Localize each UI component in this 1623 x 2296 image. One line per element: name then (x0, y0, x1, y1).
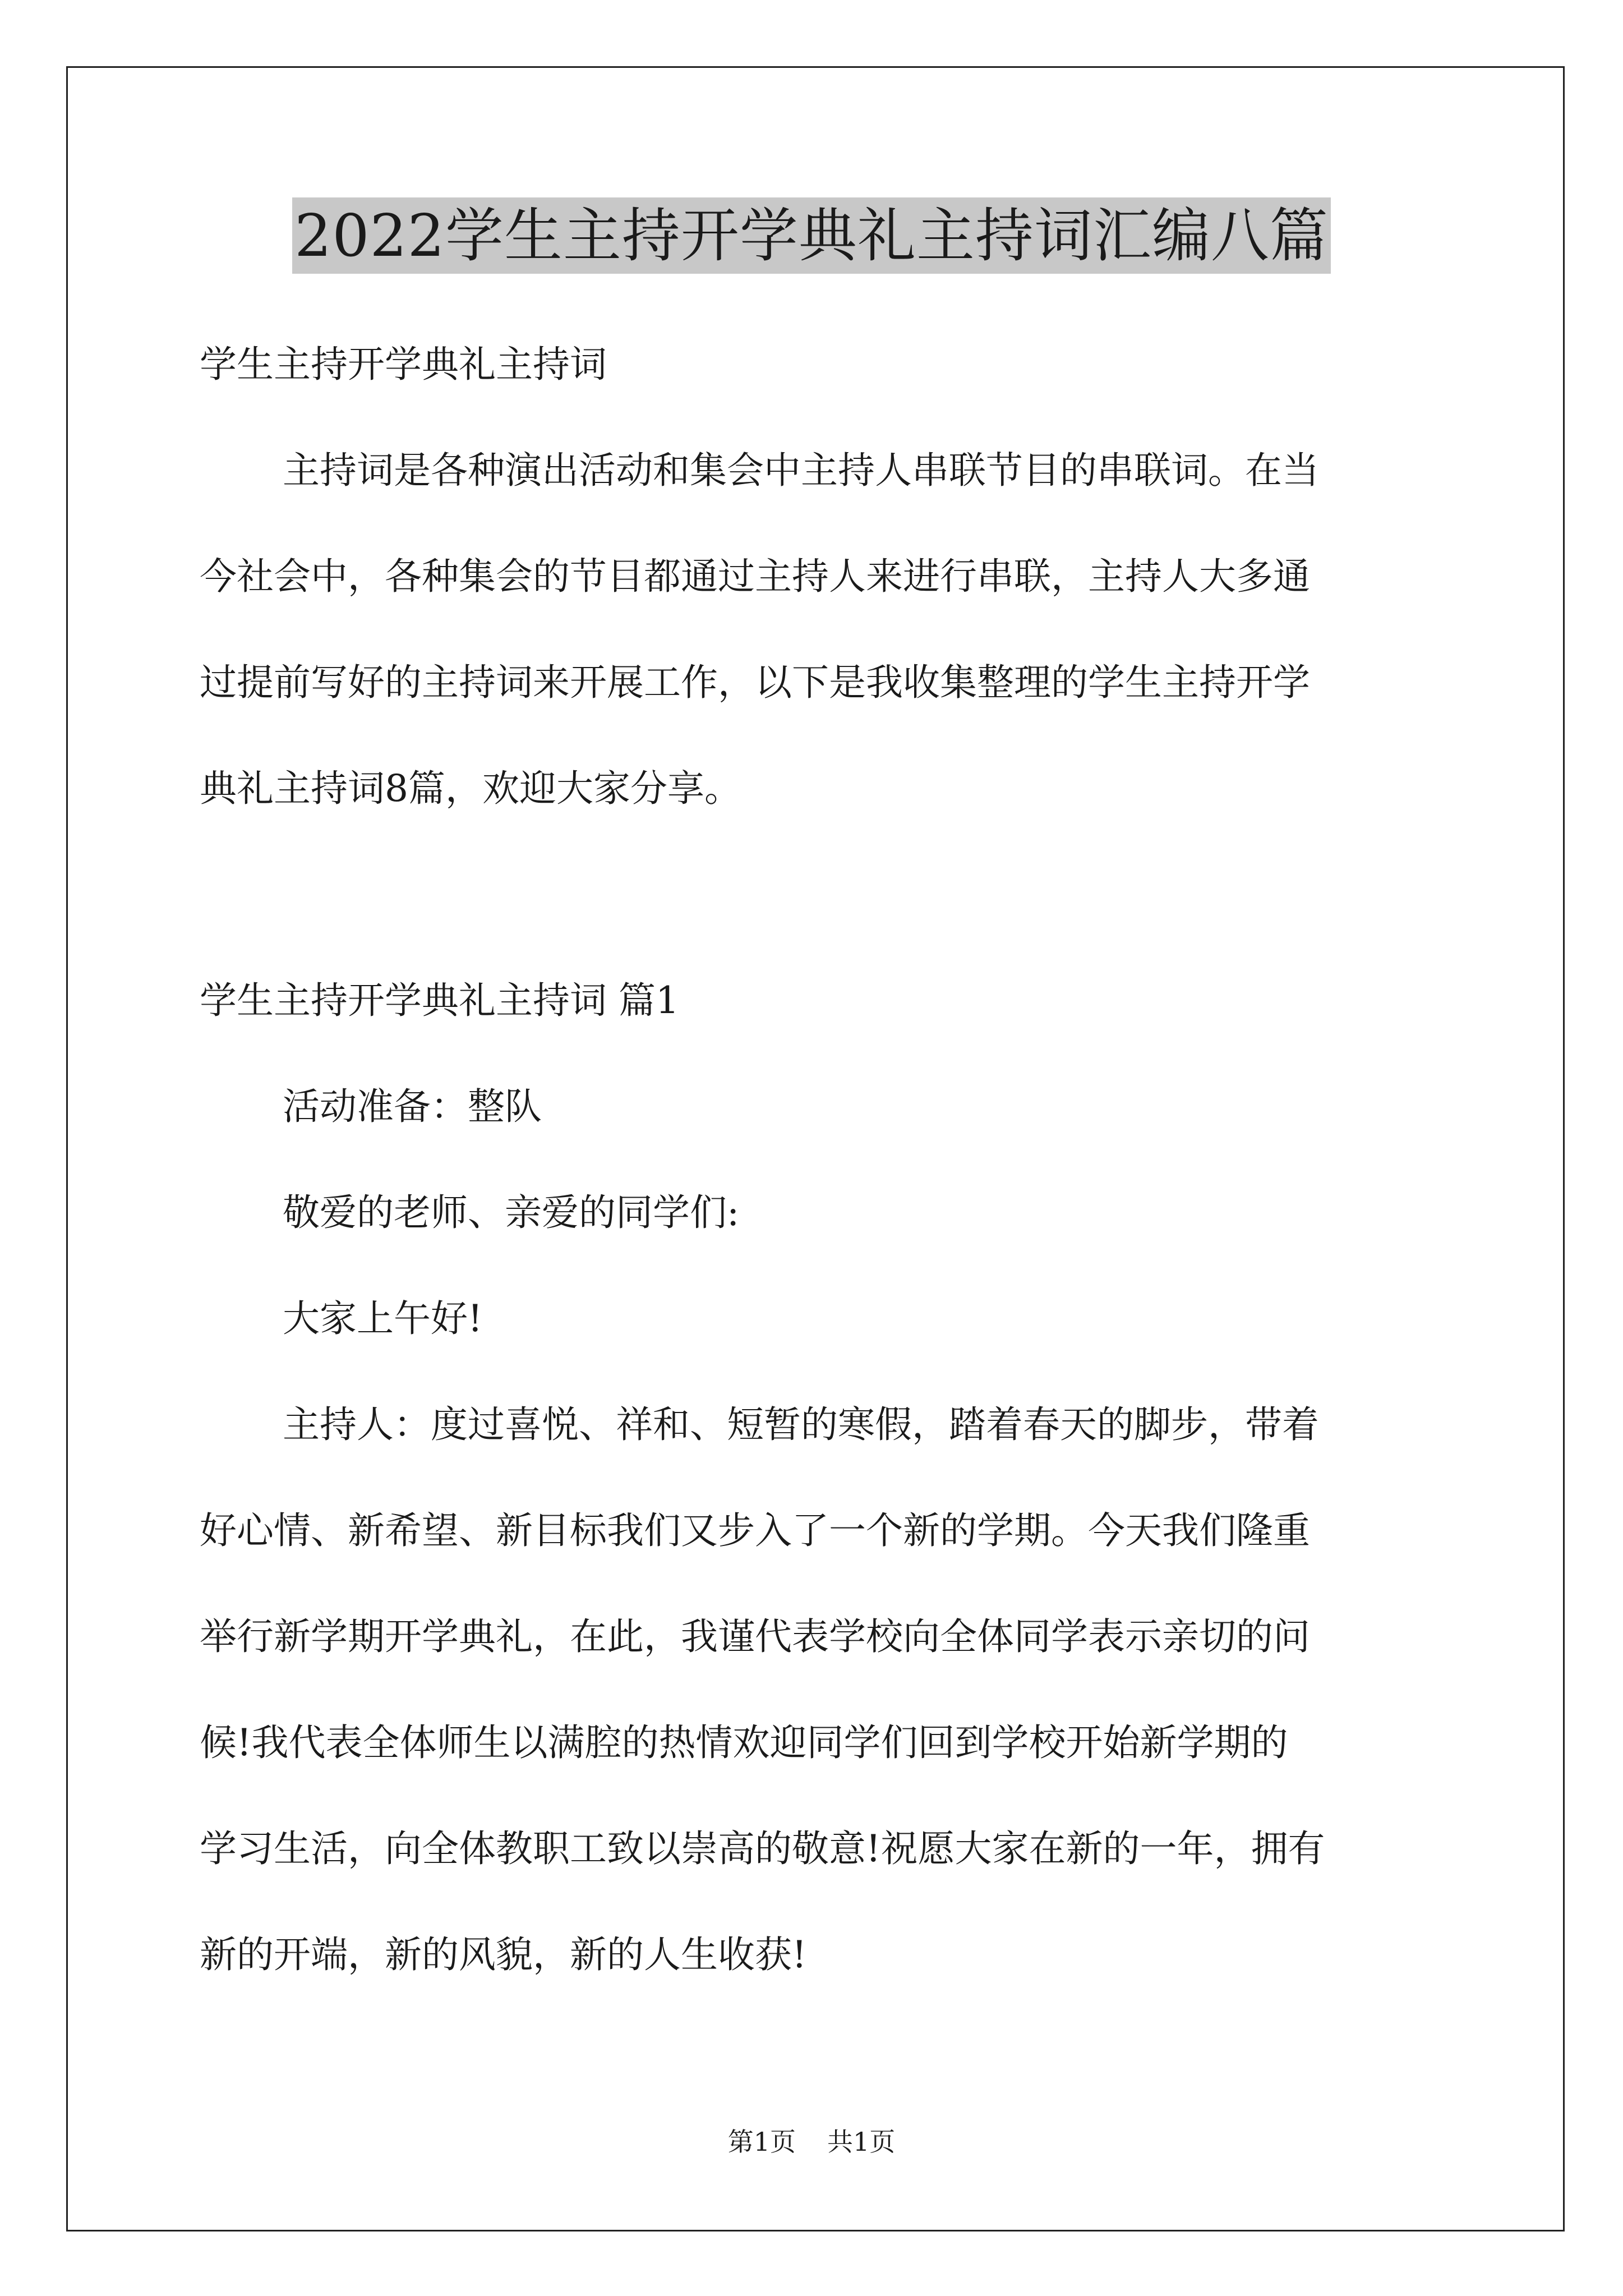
host-line-2: 好心情、新希望、新目标我们又步入了一个新的学期。今天我们隆重 (200, 1509, 1310, 1552)
intro-line-2: 今社会中，各种集会的节目都通过主持人来进行串联，主持人大多通 (200, 555, 1310, 598)
intro-heading: 学生主持开学典礼主持词 (200, 343, 607, 386)
page-total: 共1页 (827, 2127, 896, 2157)
activity-prep-line: 活动准备：整队 (283, 1085, 542, 1128)
host-line-4: 候!我代表全体师生以满腔的热情欢迎同学们回到学校开始新学期的 (200, 1721, 1288, 1764)
host-line-3: 举行新学期开学典礼，在此，我谨代表学校向全体同学表示亲切的问 (200, 1615, 1310, 1658)
host-line-6: 新的开端，新的风貌，新的人生收获! (200, 1933, 807, 1976)
paragraph-gap (200, 841, 1431, 947)
intro-line-1: 主持词是各种演出活动和集会中主持人串联节目的串联词。在当 (283, 449, 1319, 492)
greeting-address-line: 敬爱的老师、亲爱的同学们: (283, 1191, 740, 1234)
title-container (0, 197, 1623, 274)
host-line-1: 主持人：度过喜悦、祥和、短暂的寒假，踏着春天的脚步，带着 (283, 1403, 1319, 1446)
intro-line-4: 典礼主持词8篇，欢迎大家分享。 (200, 767, 741, 810)
document-title: 2022学生主持开学典礼主持词汇编八篇 (292, 197, 1331, 274)
greeting-line: 大家上午好! (283, 1297, 483, 1340)
intro-line-3: 过提前写好的主持词来开展工作，以下是我收集整理的学生主持开学 (200, 661, 1310, 704)
document-body (200, 311, 1431, 2008)
page-number: 第1页 (727, 2127, 796, 2157)
host-line-5: 学习生活，向全体教职工致以崇高的敬意!祝愿大家在新的一年，拥有 (200, 1827, 1325, 1870)
page-footer (0, 2125, 1623, 2159)
section-heading: 学生主持开学典礼主持词 篇1 (200, 979, 679, 1022)
